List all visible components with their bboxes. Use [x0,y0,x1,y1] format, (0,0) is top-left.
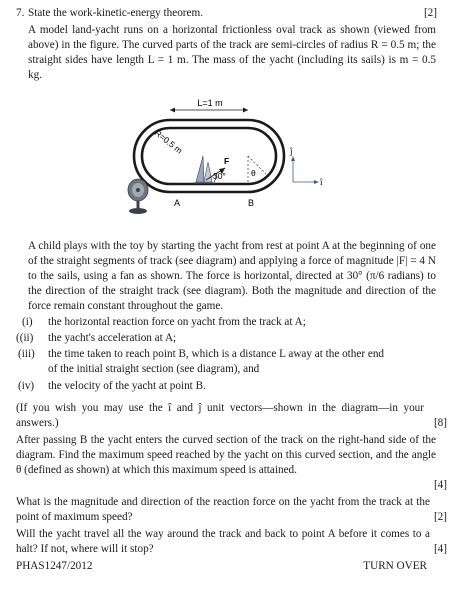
point-a-label: A [174,198,181,208]
part-text: the velocity of the yacht at point B. [48,380,206,392]
part-text: the horizontal reaction force on yacht from the track at A; [48,316,306,328]
model-paragraph: A model land-yacht runs on a horizontal frictionless oval track as shown (viewed from above) in the figure. The curved parts of the track are semi-circles of radius R = 0.5 m; the straight sides have length L = 1 m. The mass of the yacht (including its sails) is m = 0.5 kg. [28,24,436,81]
after-mark: [4] [433,479,447,491]
length-arrowhead-left [170,108,175,113]
unit-note-mark: [8] [433,417,447,429]
part-text: the yacht's acceleration at A; [48,332,177,344]
intro-mark: [2] [423,7,437,19]
track-diagram [130,96,360,216]
part-label: (iii) [18,348,35,360]
footer-course-code: PHAS1247/2012 [16,560,93,572]
j-vector-arrowhead [291,156,295,161]
question-number: 7. [16,7,25,19]
part-label: (iv) [18,380,35,392]
part-label: (i) [22,316,33,328]
reaction-question: What is the magnitude and direction of the reaction force on the yacht from the track at the point of maximum speed? [16,496,430,523]
point-b-label: B [248,198,255,208]
force-label: F [224,156,230,166]
reaction-mark: [2] [433,511,447,523]
unit-vector-note: (If you wish you may use the î and ĵ unit vectors—shown in the diagram—in your answers.) [16,402,424,429]
radius-label: R=0.5 m [152,127,185,156]
theta-label: θ [251,168,256,178]
part-iv [18,379,206,394]
part-ii [16,331,176,346]
part-text: the time taken to reach point B, which is a distance L away at the other end [48,348,385,360]
halt-question: Will the yacht travel all the way around the track and back to point A before it comes to a halt? If not, where will it stop? [16,528,430,555]
angle-label: 30° [213,171,226,181]
after-paragraph: After passing B the yacht enters the curved section of the track on the right-hand side of the diagram. Find the maximum speed reached by the yacht on this curved section, and the angle θ (defined as shown) at which this maximum speed is attained. [16,434,436,476]
question-intro: State the work-kinetic-energy theorem. [28,7,204,19]
i-label: î [320,177,323,187]
yacht-sail-icon [196,156,204,182]
part-iii [18,347,384,362]
part-i [22,315,306,330]
j-label: ĵ [290,146,293,156]
child-paragraph: A child plays with the toy by starting the yacht from rest at point A at the beginning of one of the straight segments of track (see diagram) and applying a force of magnitude |F| = 4 N to the sails, using a fan as shown. The force is horizontal, directed at 30° (π/6 radians) to the direction of the straight track (see diagram). Both the magnitude and direction of the force remain constant throughout the game. [28,240,436,312]
footer-turn-over: TURN OVER [363,560,427,572]
halt-mark: [4] [433,543,447,555]
part-label: ((ii) [16,332,34,344]
length-label: L=1 m [197,98,223,108]
part-iii-continued [48,362,259,377]
part-text: of the initial straight section (see diagram), and [48,363,260,375]
length-arrowhead-right [243,108,248,113]
i-vector-arrowhead [314,180,319,184]
fan-icon [122,176,154,216]
